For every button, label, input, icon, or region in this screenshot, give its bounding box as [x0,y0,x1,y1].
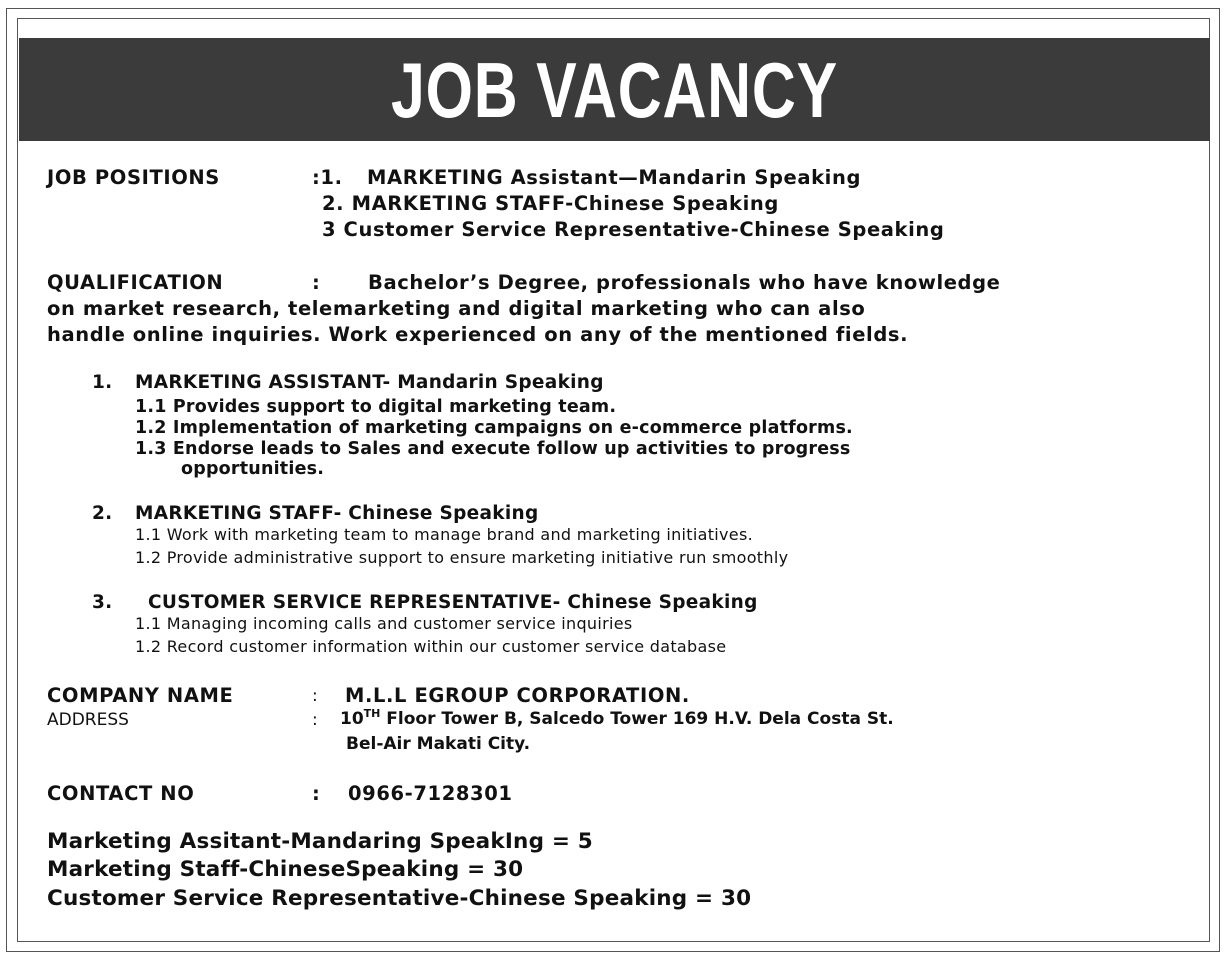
section-1-title: MARKETING ASSISTANT- Mandarin Speaking [135,372,604,393]
section-3-item: 1.1 Managing incoming calls and customer service inquiries [135,614,633,633]
job-positions-separator: :1. [312,166,343,189]
contact-value: 0966-7128301 [348,782,513,805]
address-label: ADDRESS [47,710,129,730]
job-position-2: 2. MARKETING STAFF-Chinese Speaking [322,192,779,215]
job-positions-label: JOB POSITIONS [47,166,220,189]
section-1-item: 1.3 Endorse leads to Sales and execute follow up activities to progress [135,439,851,459]
company-name-value: M.L.L EGROUP CORPORATION. [345,684,690,707]
vacancy-count: Marketing Assitant-Mandaring SpeakIng = 5 [47,829,593,854]
address-line-1 [340,709,894,729]
section-1-number: 1. [92,372,113,393]
company-name-separator: : [312,686,318,706]
job-position-1: MARKETING Assistant—Mandarin Speaking [367,166,862,189]
qualification-separator: : [312,271,321,294]
qualification-line-1: Bachelor’s Degree, professionals who have knowledge [368,271,1001,294]
section-2-number: 2. [92,503,113,524]
section-2-item: 1.1 Work with marketing team to manage brand and marketing initiatives. [135,525,753,544]
qualification-line-2: on market research, telemarketing and digital marketing who can also [47,297,866,320]
job-position-3: 3 Customer Service Representative-Chinese Speaking [322,218,945,241]
section-3-number: 3. [92,592,113,613]
company-name-label: COMPANY NAME [47,684,234,707]
section-2-item: 1.2 Provide administrative support to ensure marketing initiative run smoothly [135,548,789,567]
section-1-item: opportunities. [181,459,325,479]
section-2-title: MARKETING STAFF- Chinese Speaking [135,503,539,524]
vacancy-count: Marketing Staff-ChineseSpeaking = 30 [47,857,524,882]
address-floor-suffix: TH [363,707,381,720]
qualification-label: QUALIFICATION [47,271,224,294]
contact-label: CONTACT NO [47,782,195,805]
qualification-line-3: handle online inquiries. Work experienced on any of the mentioned fields. [47,323,909,346]
vacancy-count: Customer Service Representative-Chinese Speaking = 30 [47,886,752,911]
section-1-item: 1.1 Provides support to digital marketing team. [135,397,617,417]
page-title: JOB VACANCY [391,45,838,134]
address-line-2: Bel-Air Makati City. [346,734,531,754]
address-floor-number: 10 [340,709,364,729]
address-separator: : [312,710,318,730]
contact-separator: : [312,782,321,805]
address-line-1-rest: Floor Tower B, Salcedo Tower 169 H.V. Dela Costa St. [380,709,894,729]
section-3-title: CUSTOMER SERVICE REPRESENTATIVE- Chinese Speaking [148,592,758,613]
section-3-item: 1.2 Record customer information within our customer service database [135,637,727,656]
title-banner [19,38,1210,141]
inner-border [17,18,1210,942]
section-1-item: 1.2 Implementation of marketing campaigns on e-commerce platforms. [135,418,853,438]
